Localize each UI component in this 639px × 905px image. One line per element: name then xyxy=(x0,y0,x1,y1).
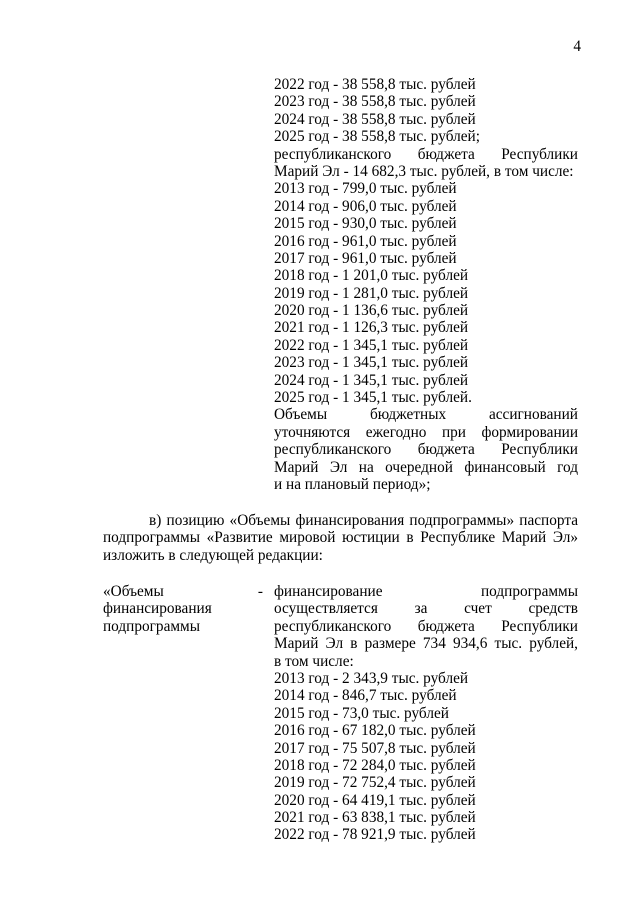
text-line: финансирование подпрограммы xyxy=(274,583,578,600)
text-line: 2024 год - 1 345,1 тыс. рублей xyxy=(274,371,469,389)
text-line: 2025 год - 38 558,8 тыс. рублей; xyxy=(274,128,480,146)
text-line: и на плановый период»; xyxy=(274,475,431,493)
text-line: осуществляется за счет средств xyxy=(274,600,578,618)
text-line: Марий Эл на очередной финансовый год xyxy=(274,458,578,476)
text-line: 2022 год - 78 921,9 тыс. рублей xyxy=(274,826,476,844)
table-label-column xyxy=(103,583,271,635)
funding-continuation-block xyxy=(274,76,578,493)
paragraph-line: подпрограммы «Развитие мировой юстиции в Республике Марий Эл» xyxy=(103,529,578,547)
table-label-text: «Объемы xyxy=(103,583,164,600)
table-label-row: подпрограммы xyxy=(103,617,201,635)
text-line: 2016 год - 961,0 тыс. рублей xyxy=(274,232,457,250)
text-line: 2022 год - 1 345,1 тыс. рублей xyxy=(274,336,469,354)
text-line: республиканского бюджета Республики xyxy=(274,441,578,459)
text-line: 2023 год - 38 558,8 тыс. рублей xyxy=(274,93,476,111)
text-line: 2018 год - 1 201,0 тыс. рублей xyxy=(274,267,469,285)
text-line: республиканского бюджета Республики xyxy=(274,617,578,635)
text-line: 2014 год - 846,7 тыс. рублей xyxy=(274,687,457,705)
text-line: 2014 год - 906,0 тыс. рублей xyxy=(274,197,457,215)
text-line: 2018 год - 72 284,0 тыс. рублей xyxy=(274,756,476,774)
text-line: Марий Эл - 14 682,3 тыс. рублей, в том числе: xyxy=(274,162,574,180)
text-line: 2015 год - 930,0 тыс. рублей xyxy=(274,215,457,233)
funding-new-block xyxy=(274,583,578,844)
text-line: 2013 год - 799,0 тыс. рублей xyxy=(274,180,457,198)
text-line: 2023 год - 1 345,1 тыс. рублей xyxy=(274,354,469,372)
text-line: 2020 год - 1 136,6 тыс. рублей xyxy=(274,302,469,320)
text-line: 2020 год - 64 419,1 тыс. рублей xyxy=(274,791,476,809)
text-line: 2024 год - 38 558,8 тыс. рублей xyxy=(274,110,476,128)
text-line: 2015 год - 73,0 тыс. рублей xyxy=(274,704,449,722)
paragraph-line: в) позицию «Объемы финансирования подпрограммы» паспорта xyxy=(149,512,578,529)
table-label-row: финансирования xyxy=(103,600,212,618)
table-label-row xyxy=(103,583,271,600)
text-line: 2025 год - 1 345,1 тыс. рублей. xyxy=(274,389,472,407)
text-line: Марий Эл в размере 734 934,6 тыс. рублей, xyxy=(274,635,578,653)
text-line: 2021 год - 1 126,3 тыс. рублей xyxy=(274,319,469,337)
paragraph-line: изложить в следующей редакции: xyxy=(103,546,323,564)
text-line: Объемы бюджетных ассигнований xyxy=(274,406,578,424)
text-line: 2019 год - 72 752,4 тыс. рублей xyxy=(274,774,476,792)
table-dash: - xyxy=(257,583,263,600)
text-line: 2019 год - 1 281,0 тыс. рублей xyxy=(274,284,469,302)
text-line: 2016 год - 67 182,0 тыс. рублей xyxy=(274,722,476,740)
text-line: 2017 год - 75 507,8 тыс. рублей xyxy=(274,739,476,757)
page-number: 4 xyxy=(573,38,581,55)
text-line: республиканского бюджета Республики xyxy=(274,145,578,163)
text-line: 2013 год - 2 343,9 тыс. рублей xyxy=(274,669,469,687)
text-line: в том числе: xyxy=(274,652,354,670)
text-line: 2017 год - 961,0 тыс. рублей xyxy=(274,249,457,267)
amendment-paragraph xyxy=(103,512,578,564)
text-line: 2021 год - 63 838,1 тыс. рублей xyxy=(274,809,476,827)
text-line: 2022 год - 38 558,8 тыс. рублей xyxy=(274,76,476,93)
text-line: уточняются ежегодно при формировании xyxy=(274,423,578,441)
